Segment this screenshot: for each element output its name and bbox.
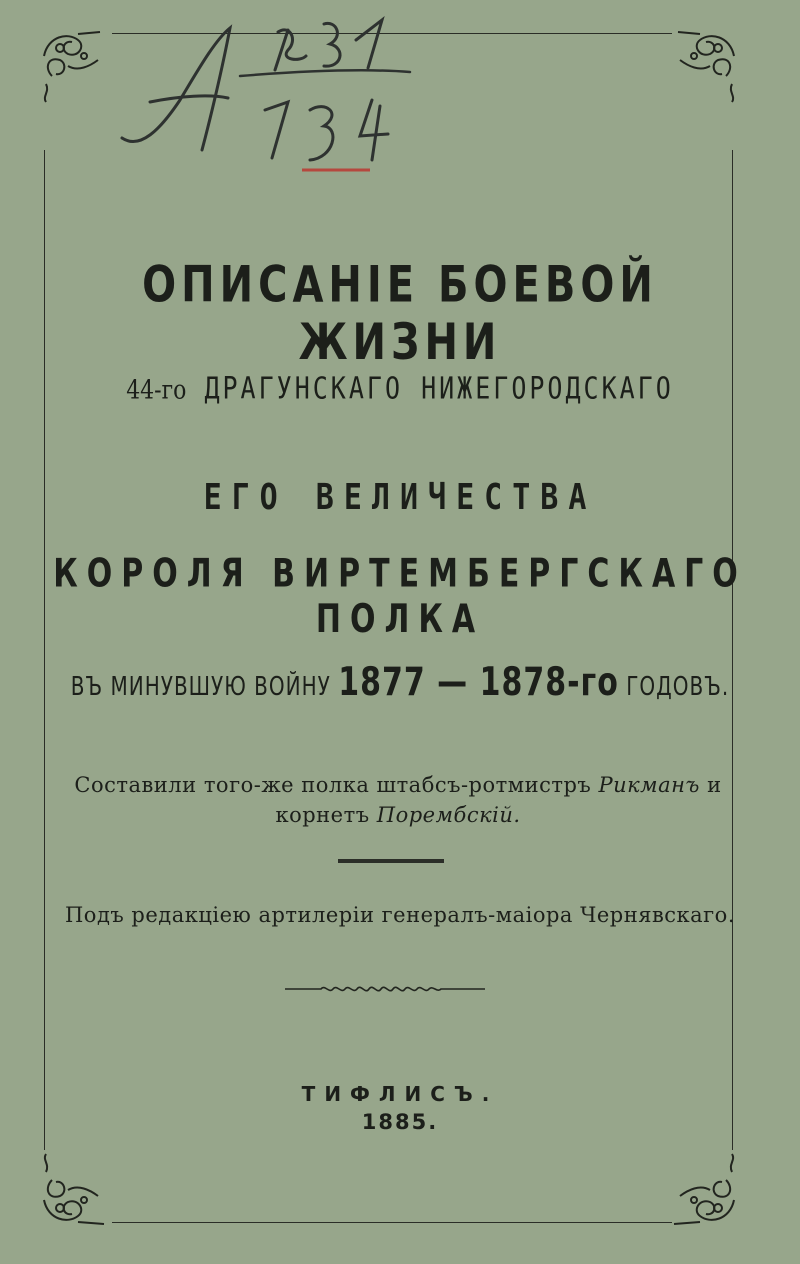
war-line — [40, 660, 760, 706]
author-1: Рикманъ — [598, 773, 700, 797]
corner-ornament-top-left — [38, 26, 118, 106]
authors-middle: и корнетъ — [275, 773, 722, 827]
divider-rule — [338, 859, 444, 863]
title-line-1: ОПИСАНІЕ БОЕВОЙ ЖИЗНИ — [142, 256, 658, 372]
imprint-year: 1885. — [361, 1110, 439, 1134]
war-years: 1877 — 1878-го — [338, 659, 619, 706]
authors-line — [58, 770, 738, 830]
handwritten-shelfmark — [110, 10, 440, 190]
regiment-number: 44-го — [126, 375, 187, 406]
corner-ornament-bottom-right — [660, 1150, 740, 1230]
title-line-3: ЕГО ВЕЛИЧЕСТВА — [203, 476, 597, 519]
war-line-prefix: ВЪ МИНУВШУЮ ВОЙНУ — [70, 670, 331, 702]
title-line-4: КОРОЛЯ ВИРТЕМБЕРГСКАГО ПОЛКА — [53, 551, 747, 643]
corner-ornament-top-right — [660, 26, 740, 106]
author-2: Порембскій. — [376, 803, 521, 827]
squiggle-ornament — [285, 978, 485, 996]
regiment-name: ДРАГУНСКАГО НИЖЕГОРОДСКАГО — [204, 371, 674, 406]
authors-prefix: Составили того-же полка штабсъ-ротмистръ — [74, 773, 592, 797]
corner-ornament-bottom-left — [38, 1150, 118, 1230]
war-line-suffix: ГОДОВЪ. — [626, 670, 730, 702]
imprint-city: ТИФЛИСЪ. — [301, 1082, 499, 1106]
regiment-line — [40, 371, 760, 406]
editor-line: Подъ редакціею артилеріи генералъ-маіора Чернявскаго. — [64, 903, 735, 927]
frame-bottom-rule — [112, 1222, 672, 1223]
